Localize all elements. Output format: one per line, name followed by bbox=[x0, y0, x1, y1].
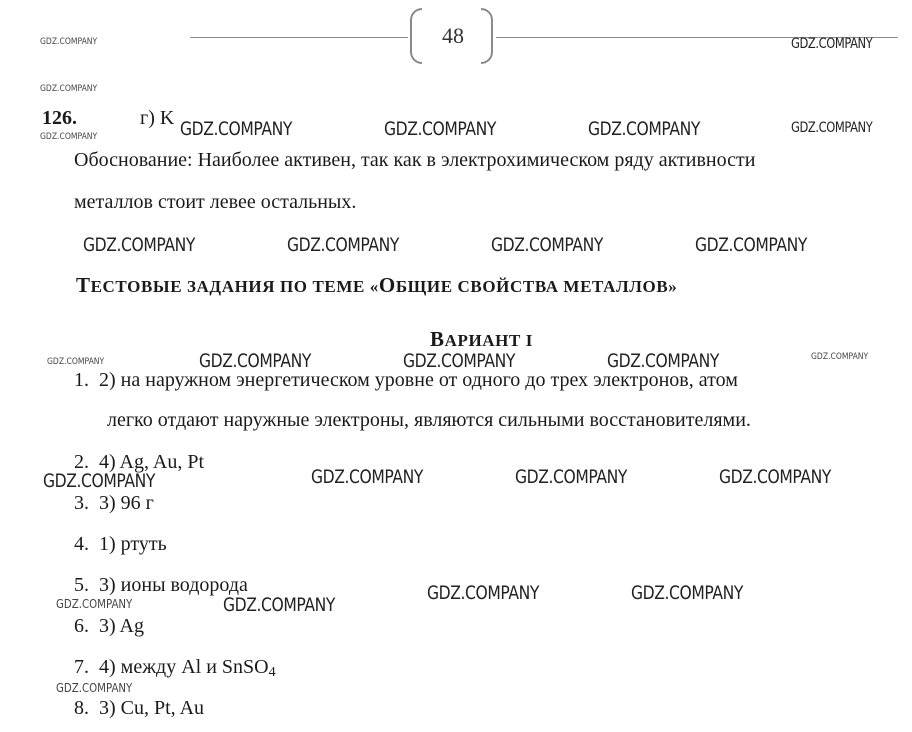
justification-line-2: металлов стоит левее остальных. bbox=[74, 191, 357, 213]
answer-number: 6. bbox=[74, 615, 89, 637]
variant-title-text: АРИАНТ I bbox=[444, 331, 533, 350]
answer-text: 3) Cu, Pt, Au bbox=[99, 697, 205, 719]
watermark: GDZ.COMPANY bbox=[491, 234, 604, 256]
page-number: 48 bbox=[442, 23, 464, 48]
problem-number: 126. bbox=[42, 107, 77, 129]
answer-text: 3) Ag bbox=[99, 615, 144, 637]
watermark: GDZ.COMPANY bbox=[791, 36, 873, 52]
watermark: GDZ.COMPANY bbox=[427, 582, 540, 604]
variant-title-cap: В bbox=[430, 327, 445, 351]
watermark: GDZ.COMPANY bbox=[695, 234, 808, 256]
watermark: GDZ.COMPANY bbox=[40, 84, 98, 94]
watermark: GDZ.COMPANY bbox=[607, 350, 720, 372]
answer-item bbox=[74, 696, 204, 720]
watermark: GDZ.COMPANY bbox=[588, 118, 701, 140]
answer-item bbox=[74, 532, 167, 556]
watermark: GDZ.COMPANY bbox=[384, 118, 497, 140]
answer-text: 3) ионы водорода bbox=[99, 574, 248, 596]
header-rule-left bbox=[190, 37, 408, 38]
answer-number: 1. bbox=[74, 369, 89, 391]
watermark: GDZ.COMPANY bbox=[43, 470, 156, 492]
watermark: GDZ.COMPANY bbox=[791, 120, 873, 136]
watermark: GDZ.COMPANY bbox=[287, 234, 400, 256]
problem-answer: г) K bbox=[140, 107, 175, 129]
watermark: GDZ.COMPANY bbox=[311, 466, 424, 488]
answer-item bbox=[74, 491, 154, 515]
watermark: GDZ.COMPANY bbox=[56, 597, 133, 611]
section-title-cap-2: О bbox=[378, 273, 396, 297]
answer-text: 4) Ag, Au, Pt bbox=[99, 451, 205, 473]
answer-item bbox=[74, 614, 144, 638]
answer-number: 4. bbox=[74, 533, 89, 555]
watermark: GDZ.COMPANY bbox=[56, 681, 133, 695]
answer-text: 3) 96 г bbox=[99, 492, 154, 514]
answer-number: 5. bbox=[74, 574, 89, 596]
answer-number: 7. bbox=[74, 656, 89, 678]
watermark: GDZ.COMPANY bbox=[83, 234, 196, 256]
answer-number: 3. bbox=[74, 492, 89, 514]
watermark: GDZ.COMPANY bbox=[47, 357, 105, 367]
watermark: GDZ.COMPANY bbox=[631, 582, 744, 604]
answer-text: 1) ртуть bbox=[99, 533, 167, 555]
watermark: GDZ.COMPANY bbox=[40, 37, 98, 47]
section-title-text: ЕСТОВЫЕ ЗАДАНИЯ ПО ТЕМЕ « bbox=[90, 277, 379, 296]
watermark: GDZ.COMPANY bbox=[719, 466, 832, 488]
section-title-cap: Т bbox=[76, 273, 91, 297]
answer-item bbox=[74, 655, 276, 685]
answer-item-continuation: легко отдают наружные электроны, являются сильными восстановителями. bbox=[107, 409, 751, 431]
section-title bbox=[76, 273, 677, 298]
watermark: GDZ.COMPANY bbox=[223, 594, 336, 616]
answer-item bbox=[74, 573, 248, 597]
answer-text: 2) на наружном энергетическом уровне от одного до трех электронов, атом bbox=[99, 369, 738, 391]
watermark: GDZ.COMPANY bbox=[180, 118, 293, 140]
justification-line-1: Обоснование: Наиболее активен, так как в электрохимическом ряду активности bbox=[74, 149, 756, 171]
watermark: GDZ.COMPANY bbox=[515, 466, 628, 488]
section-title-text-2: БЩИЕ СВОЙСТВА МЕТАЛЛОВ» bbox=[395, 277, 678, 296]
answer-number: 8. bbox=[74, 697, 89, 719]
watermark: GDZ.COMPANY bbox=[199, 350, 312, 372]
answer-number: 2. bbox=[74, 451, 89, 473]
watermark: GDZ.COMPANY bbox=[403, 350, 516, 372]
variant-title bbox=[430, 327, 533, 352]
answer-text: 4) между Al и SnSO bbox=[99, 656, 269, 678]
answer-subscript: 4 bbox=[268, 665, 276, 680]
watermark: GDZ.COMPANY bbox=[811, 352, 869, 362]
watermark: GDZ.COMPANY bbox=[40, 132, 98, 142]
